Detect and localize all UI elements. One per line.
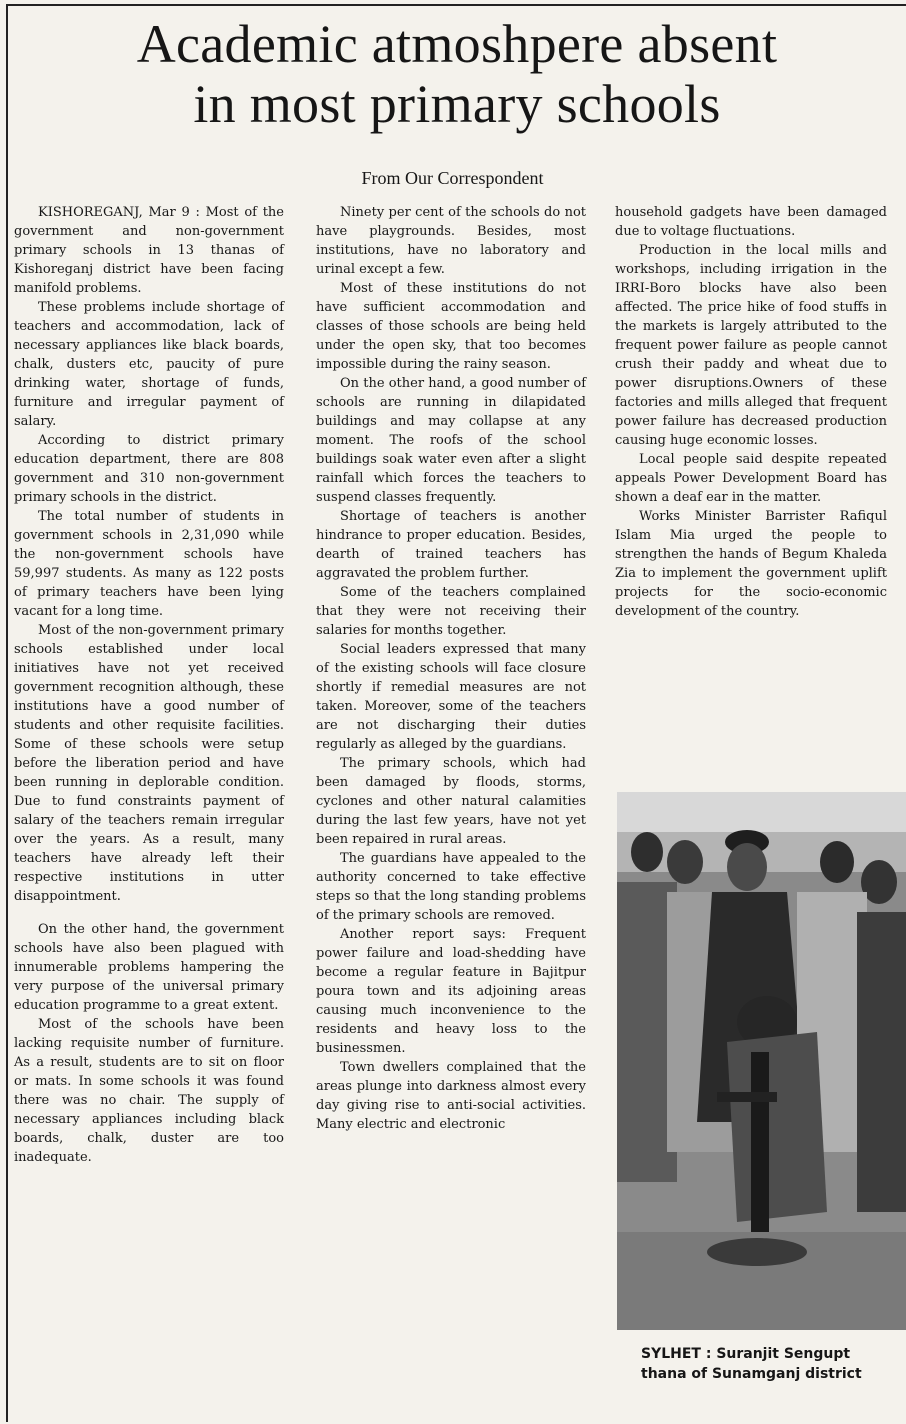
paragraph: On the other hand, a good number of schools are running in dilapidated buildings and may collapse at any moment. The roofs of the school buildings soak water even after a slight rainfall which forces the teachers to suspend classes frequently. bbox=[316, 376, 586, 505]
paragraph: Production in the local mills and workshops, including irrigation in the IRRI-Boro blocks have also been affected. The price hike of food stuffs in the markets is largely attributed to the frequent power failure as people cannot crush their paddy and wheat due to power disruptions.Owners of these factories and mills alleged that frequent power failure has decreased production causing huge economic losses. bbox=[615, 243, 887, 448]
news-photo bbox=[617, 792, 906, 1330]
paragraph: Most of the schools have been lacking requisite number of furniture. As a result, students are to sit on floor or mats. In some schools it was found there was no chair. The supply of necessary appliances including black boards, chalk, duster are too inadequate. bbox=[14, 1017, 284, 1165]
paragraph: Ninety per cent of the schools do not have playgrounds. Besides, most institutions, have no laboratory and urinal except a few. bbox=[316, 205, 586, 277]
paragraph: Most of the non-government primary schools established under local initiatives have not yet received government recognition although, these institutions have a good number of students and other requisite facilities. Some of these schools were setup before the liberation period and have been running in deplorable condition. Due to fund constraints payment of salary of the teachers remain irregular over the years. As a result, many teachers have already left their respective institutions in utter disappointment. bbox=[14, 623, 284, 904]
paragraph: Another report says: Frequent power failure and load-shedding have become a regular feature in Bajitpur poura town and its adjoining areas causing much inconvenience to the residents and heavy loss to the businessmen. bbox=[316, 927, 586, 1056]
paragraph: The guardians have appealed to the authority concerned to take effective steps so that the long standing problems of the primary schools are removed. bbox=[316, 851, 586, 923]
article-column-2 bbox=[316, 203, 586, 1134]
paragraph: Town dwellers complained that the areas plunge into darkness almost every day giving rise to anti-social activities. Many electric and electronic bbox=[316, 1060, 586, 1132]
paragraph: Works Minister Barrister Rafiqul Islam Mia urged the people to strengthen the hands of Begum Khaleda Zia to implement the government uplift projects for the socio-economic development of the country. bbox=[615, 509, 887, 619]
paragraph: Social leaders expressed that many of the existing schools will face closure shortly if remedial measures are not taken. Moreover, some of the teachers are not discharging their duties regularly as alleged by the guardians. bbox=[316, 642, 586, 752]
paragraph: household gadgets have been damaged due to voltage fluctuations. bbox=[615, 205, 887, 239]
byline: From Our Correspondent bbox=[361, 168, 544, 188]
article-column-1 bbox=[14, 203, 284, 1167]
article-column-3 bbox=[615, 203, 887, 621]
paragraph: These problems include shortage of teachers and accommodation, lack of necessary appliances like black boards, chalk, dusters etc, paucity of pure drinking water, shortage of funds, furniture and irregular payment of salary. bbox=[14, 300, 284, 429]
photo-caption-line-2: thana of Sunamganj district bbox=[641, 1366, 862, 1382]
news-photo-illustration bbox=[617, 792, 906, 1330]
headline bbox=[8, 14, 906, 134]
photo-caption-line-1: SYLHET : Suranjit Sengupt bbox=[641, 1346, 851, 1362]
paragraph: Some of the teachers complained that they were not receiving their salaries for months together. bbox=[316, 585, 586, 638]
paragraph: Local people said despite repeated appeals Power Development Board has shown a deaf ear in the matter. bbox=[615, 452, 887, 505]
headline-line-2: in most primary schools bbox=[193, 74, 721, 134]
paragraph: Most of these institutions do not have sufficient accommodation and classes of those schools are being held under the open sky, that too becomes impossible during the rainy season. bbox=[316, 281, 586, 372]
paragraph: The total number of students in government schools in 2,31,090 while the non-government schools have 59,997 students. As many as 122 posts of primary teachers have been lying vacant for a long time. bbox=[14, 509, 284, 619]
photo-caption bbox=[641, 1344, 906, 1384]
paragraph: Shortage of teachers is another hindrance to proper education. Besides, dearth of trained teachers has aggravated the problem further. bbox=[316, 509, 586, 581]
paragraph: On the other hand, the government schools have also been plagued with innumerable problems hampering the very purpose of the universal primary education programme to a great extent. bbox=[14, 922, 284, 1013]
paragraph: The primary schools, which had been damaged by floods, storms, cyclones and other natural calamities during the last few years, have not yet been repaired in rural areas. bbox=[316, 756, 586, 847]
paragraph: KISHOREGANJ, Mar 9 : Most of the government and non-government primary schools in 13 thanas of Kishoreganj district have been facing manifold problems. bbox=[14, 205, 284, 296]
headline-line-1: Academic atmoshpere absent bbox=[136, 14, 778, 74]
paragraph: According to district primary education department, there are 808 government and 310 non-government primary schools in the district. bbox=[14, 433, 284, 505]
